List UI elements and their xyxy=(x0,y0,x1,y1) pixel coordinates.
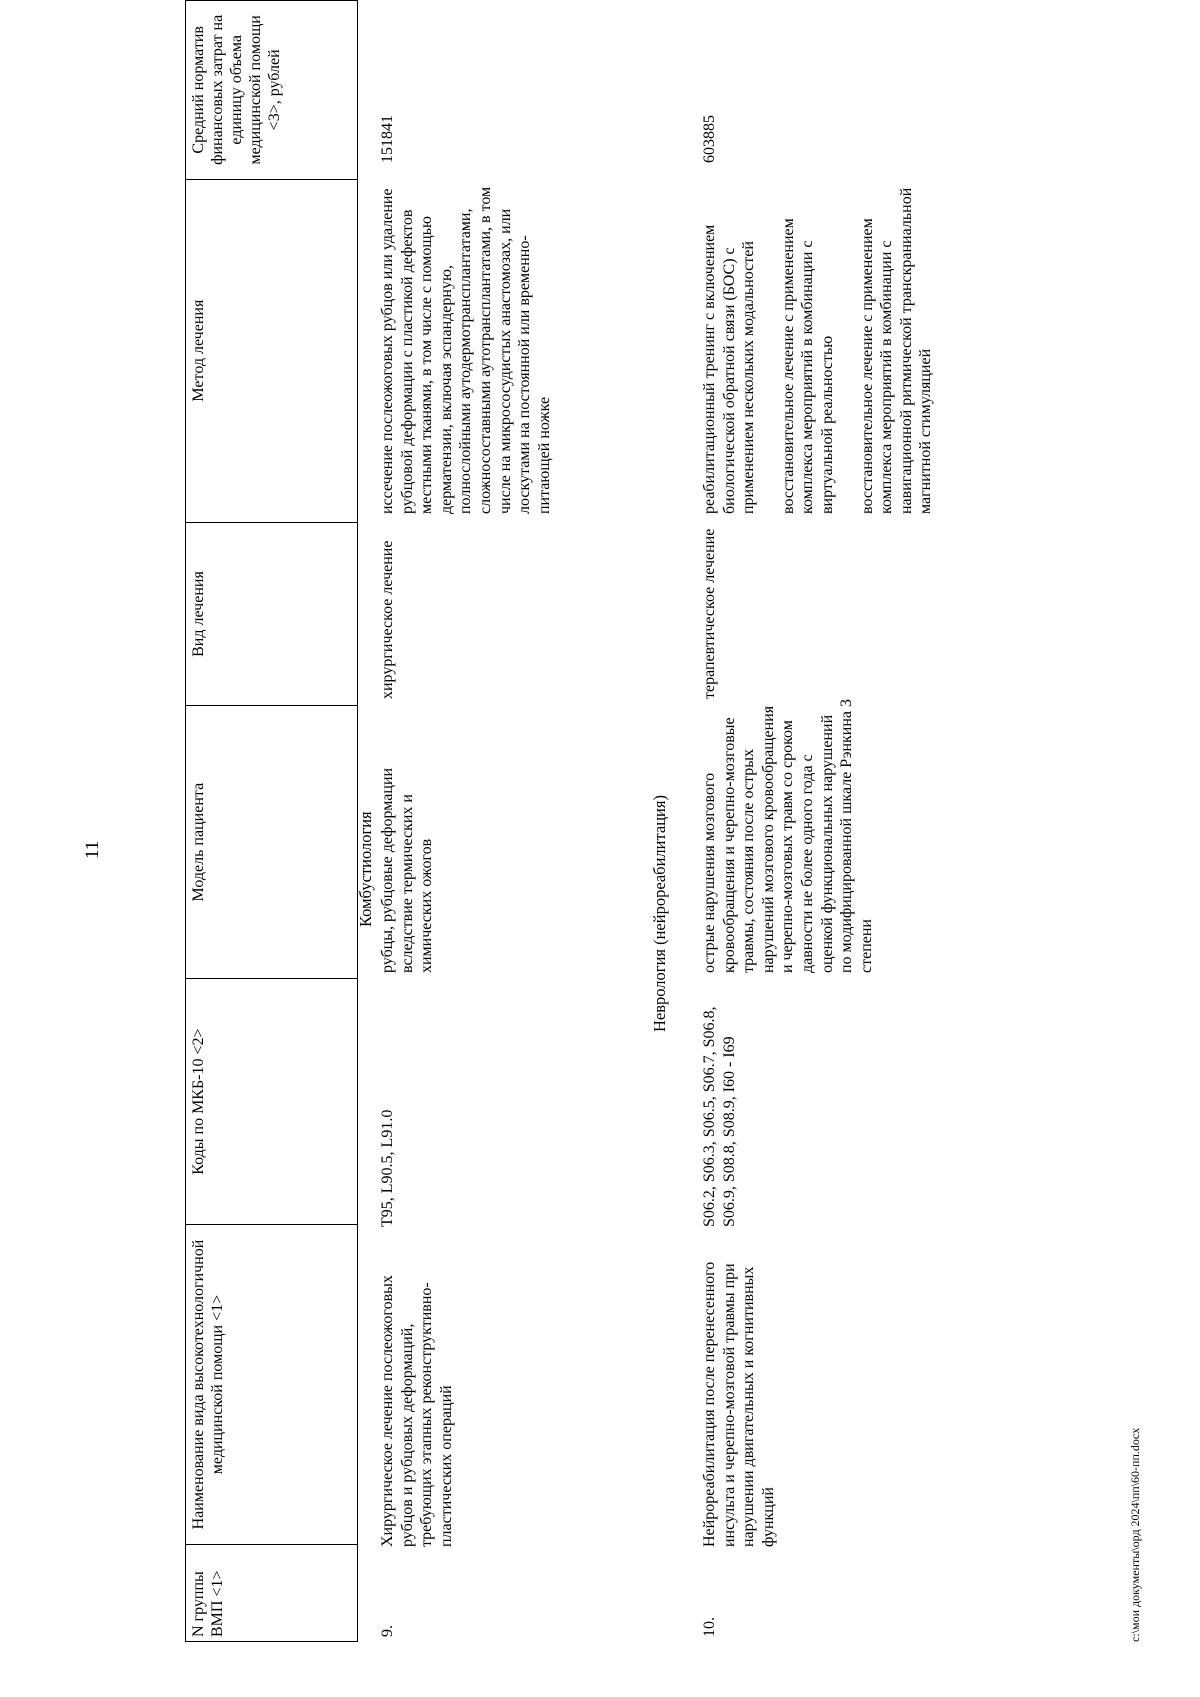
section-title: Неврология (нейрореабилитация) xyxy=(650,795,669,1032)
table-header xyxy=(185,0,358,1642)
row-number: 10. xyxy=(701,1617,718,1637)
row-model: рубцы, рубцовые деформации вследствие термических и химических ожогов xyxy=(379,767,436,973)
method-text: восстановительное лечение с применением комплекса мероприятий в комбинации с виртуальной реальностью xyxy=(779,218,836,514)
row-codes: Т95, L90.5, L91.0 xyxy=(379,1109,396,1227)
row-name: Хирургическое лечение послеожоговых рубцов и рубцовых деформаций, требующих этапных реконструктивно-пластических операций xyxy=(379,1275,455,1547)
header-n-group: N группы ВМП <1> xyxy=(186,1544,358,1641)
row-method xyxy=(378,174,554,514)
row-name: Нейрореабилитация после перенесенного инсульта и черепно-мозговой травмы при нарушении двигательных и когнитивных функций xyxy=(701,1261,777,1547)
row-codes: S06.2, S06.3, S06.5, S06.7, S06.8, S06.9, S08.8, S08.9, I60 - I69 xyxy=(701,1006,738,1227)
section-title: Комбустиология xyxy=(356,811,375,927)
method-text: реабилитационный тренинг с включением биологической обратной связи (БОС) с применением нескольких модальностей xyxy=(701,224,758,514)
row-model: острые нарушения мозгового кровообращения и черепно-мозговые травмы, состояния после острых нарушений мозгового кровообращения и черепно-мозговых травм со сроком давности не более одного года с оценкой функциональных нарушений по модифицированной шкале Рэнкина 3 степени xyxy=(701,698,875,973)
header-norm: Средний норматив финансовых затрат на единицу объема медицинской помощи <3>, рублей xyxy=(186,1,358,180)
row-type: хирургическое лечение xyxy=(379,540,396,699)
page-number: 11 xyxy=(82,840,103,859)
header-method: Метод лечения xyxy=(186,179,358,522)
footer-file-path: c:\мои документы\орд 2024\пп\60-пп.docx xyxy=(1128,1427,1142,1642)
row-method xyxy=(700,174,936,514)
header-type: Вид лечения xyxy=(186,522,358,706)
row-number: 9. xyxy=(379,1625,396,1637)
header-model: Модель пациента xyxy=(186,706,358,978)
row-norm: 603885 xyxy=(701,115,718,163)
row-type: терапевтическое лечение xyxy=(701,528,718,699)
row-norm: 151841 xyxy=(379,115,396,163)
header-name: Наименование вида высокотехнологичной медицинской помощи <1> xyxy=(186,1225,358,1544)
method-text: иссечение послеожоговых рубцов или удаление рубцовой деформации с пластикой дефектов местными тканями, в том числе с помощью дерматензии, включая эспандерную, полнослойными аутодермотрансплантатами, сложносоставными аутотрансплантатами, в том числе на микрососудистых анастомозах, или лоскутами на постоянной или временно-питающей ножке xyxy=(379,186,553,514)
header-codes: Коды по МКБ-10 <2> xyxy=(186,978,358,1225)
method-text: восстановительное лечение с применением комплекса мероприятий в комбинации с навигационной ритмической транскраниальной магнитной стимуляцией xyxy=(858,187,935,514)
